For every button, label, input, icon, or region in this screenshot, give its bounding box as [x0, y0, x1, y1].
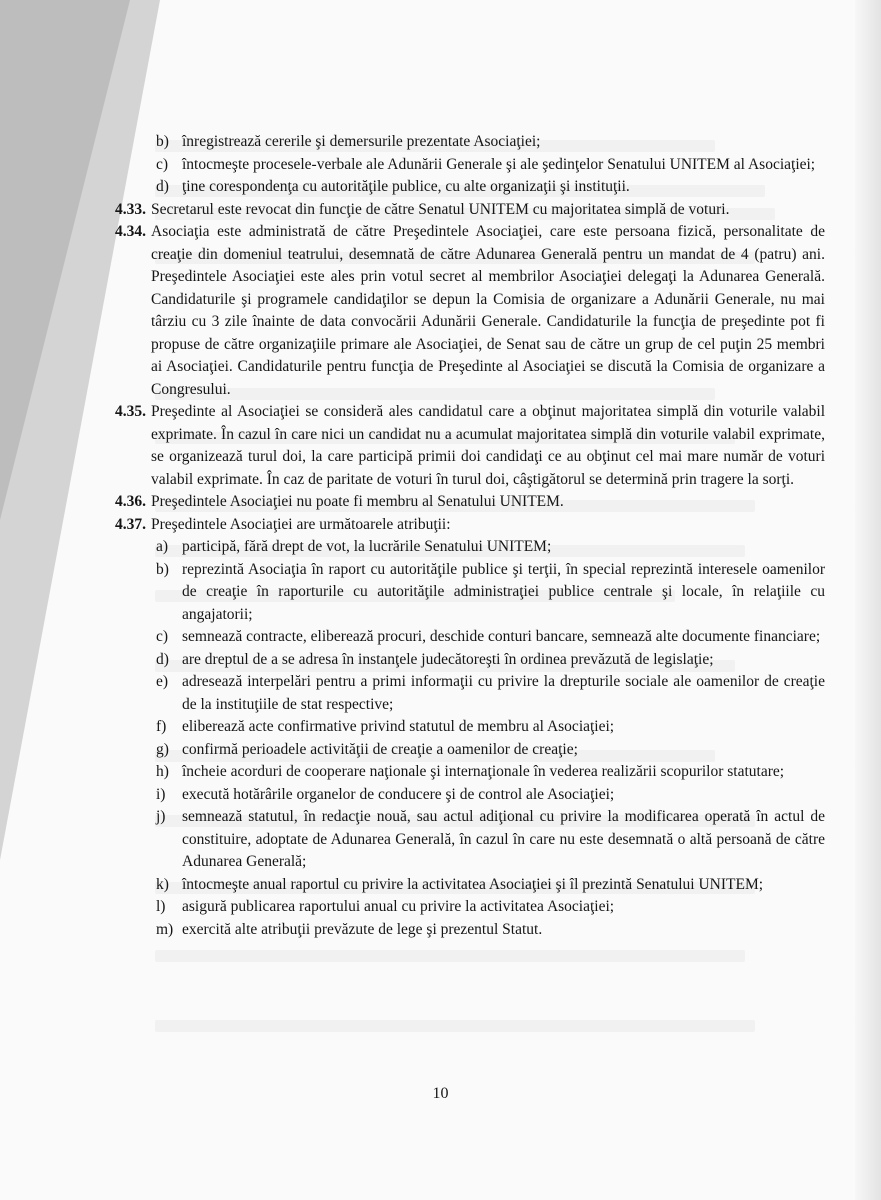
article-4-33: 4.33. Secretarul este revocat din funcţie de către Senatul UNITEM cu majoritatea simplă de voturi. [115, 200, 730, 218]
list-item: i) execută hotărârile organelor de conducere şi de control ale Asociaţiei; [156, 785, 615, 803]
list-item: h) încheie acorduri de cooperare naţionale şi internaţionale în vederea realizării scopurilor statutare; [156, 763, 785, 780]
document-body [95, 131, 825, 941]
page-number: 10 [432, 1085, 449, 1102]
list-item: d) ţine corespondenţa cu autorităţile publice, cu alte organizaţii şi instituţii. [156, 178, 630, 195]
list-item: j) semnează statutul, în redacţie nouă, sau actul adiţional cu privire la modificarea operată în actul de constituire, adoptate de Adunarea Generală, în cazul în care nu este desemnată o altă persoană de către Adunarea Generală; [156, 808, 825, 870]
list-item: k) întocmeşte anual raportul cu privire la activitatea Asociaţiei şi îl prezintă Senatului UNITEM; [156, 875, 764, 893]
article-4-35: 4.35. Preşedinte al Asociaţiei se consideră ales candidatul care a obţinut majoritatea simplă din voturile valabil exprimate. În cazul în care nici un candidat nu a acumulat majoritatea simplă din voturile valabil exprimate, se organizează turul doi, la care participă primii doi candidaţi ce au obţinut cel mai mare număr de voturi valabil exprimate. În caz de paritate de voturi în turul doi, câştigătorul se determină prin tragere la sorţi. [115, 403, 825, 488]
list-item: m) exercită alte atribuţii prevăzute de lege şi prezentul Statut. [156, 920, 543, 938]
list-item: d) are dreptul de a se adresa în instanţele judecătoreşti în ordinea prevăzută de legislaţie; [156, 650, 714, 668]
list-item: b) reprezintă Asociaţia în raport cu autorităţile publice şi terţii, în special reprezintă interesele oamenilor de creaţie în raporturile cu autorităţile administraţiei publice centrale şi locale, în relaţiile cu angajatorii; [156, 560, 825, 623]
list-item: l) asigură publicarea raportului anual cu privire la activitatea Asociaţiei; [156, 898, 615, 915]
article-4-37: 4.37. Preşedintele Asociaţiei are următoarele atribuţii: [115, 515, 451, 533]
list-item: f) eliberează acte confirmative privind statutul de membru al Asociaţiei; [156, 718, 615, 735]
list-item: g) confirmă perioadele activităţii de creaţie a oamenilor de creaţie; [156, 740, 578, 758]
list-item: b) înregistrează cererile şi demersurile prezentate Asociaţiei; [156, 133, 541, 150]
article-4-34: 4.34. Asociaţia este administrată de către Preşedintele Asociaţiei, care este persoana fizică, personalitate de creaţie din domeniul teatrului, desemnată de către Adunarea Generală pentru un mandat de 4 (patru) ani. Preşedintele Asociaţiei este ales prin votul secret al membrilor Asociaţiei delegaţi la Adunarea Generală. Candidaturile şi programele candidaţilor se depun la Comisia de organizare a Adunării Generale, nu mai târziu cu 3 zile înainte de data convocării Adunării Generale. Candidaturile la funcţia de preşedinte pot fi propuse de către organizaţiile primare ale Asociaţiei, de Senat sau de către un grup de cel puţin 25 membri ai Asociaţiei. Candidaturile pentru funcţia de Preşedinte al Asociaţiei se discută la Comisia de organizare a Congresului. [115, 223, 825, 398]
page-edge-shadow [855, 0, 881, 1200]
list-item: a) participă, fără drept de vot, la lucrările Senatului UNITEM; [156, 538, 552, 555]
list-item: c) întocmeşte procesele-verbale ale Adunării Generale şi ale şedinţelor Senatului UNITEM al Asociaţiei; [156, 155, 816, 173]
article-4-36: 4.36. Preşedintele Asociaţiei nu poate fi membru al Senatului UNITEM. [115, 493, 564, 510]
list-item: c) semnează contracte, eliberează procuri, deschide conturi bancare, semnează alte documente financiare; [156, 628, 821, 645]
list-item: e) adresează interpelări pentru a primi informaţii cu privire la drepturile sociale ale oamenilor de creaţie de la instituţiile de stat respective; [156, 673, 825, 713]
